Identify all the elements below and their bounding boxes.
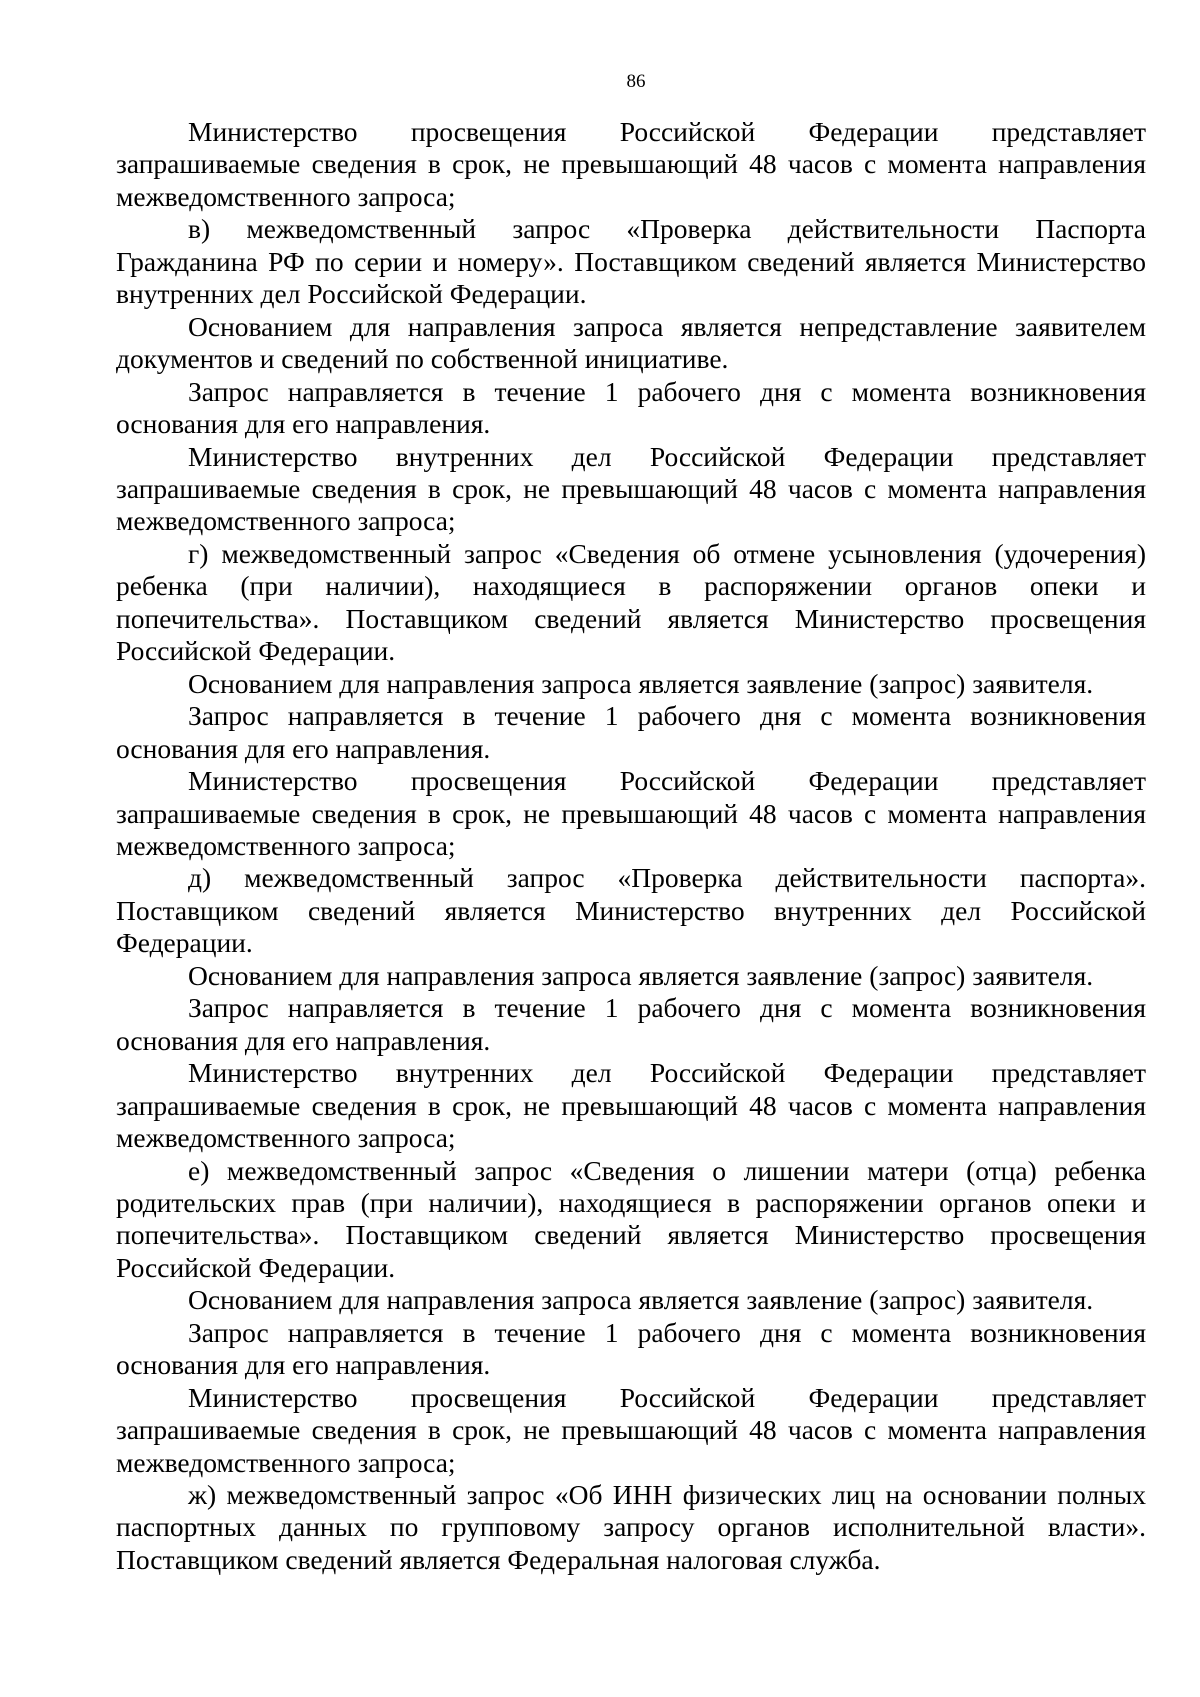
- paragraph-request-timing-4: Запрос направляется в течение 1 рабочего дня с момента возникновения основания для его направления.: [116, 1316, 1146, 1381]
- document-body: [116, 116, 1146, 1576]
- paragraph-item-d-passport-validity: д) межведомственный запрос «Проверка действительности паспорта». Поставщиком сведений является Министерство внутренних дел Российской Федерации.: [116, 862, 1146, 959]
- paragraph-request-timing-3: Запрос направляется в течение 1 рабочего дня с момента возникновения основания для его направления.: [116, 992, 1146, 1056]
- paragraph-item-zh-inn-request: ж) межведомственный запрос «Об ИНН физических лиц на основании полных паспортных данных по групповому запросу органов исполнительной власти». Поставщиком сведений является Федеральная налоговая служба.: [116, 1479, 1146, 1575]
- paragraph-basis-application-2: Основанием для направления запроса является заявление (запрос) заявителя.: [188, 959, 1094, 991]
- paragraph-ministry-education-response-1: Министерство просвещения Российской Федерации представляет запрашиваемые сведения в срок, не превышающий 48 часов с момента направления межведомственного запроса;: [116, 116, 1146, 212]
- paragraph-ministry-education-response-2: Министерство просвещения Российской Федерации представляет запрашиваемые сведения в срок, не превышающий 48 часов с момента направления межведомственного запроса;: [116, 765, 1146, 861]
- page-number: 86: [626, 71, 646, 92]
- paragraph-request-timing-1: Запрос направляется в течение 1 рабочего дня с момента возникновения основания для его направления.: [116, 375, 1146, 440]
- paragraph-request-timing-2: Запрос направляется в течение 1 рабочего дня с момента возникновения основания для его направления.: [116, 700, 1146, 764]
- paragraph-basis-non-submission: Основанием для направления запроса является непредставление заявителем документов и сведений по собственной инициативе.: [116, 310, 1146, 375]
- paragraph-ministry-education-response-3: Министерство просвещения Российской Федерации представляет запрашиваемые сведения в срок, не превышающий 48 часов с момента направления межведомственного запроса;: [116, 1381, 1146, 1478]
- paragraph-basis-application-3: Основанием для направления запроса является заявление (запрос) заявителя.: [188, 1284, 1094, 1316]
- paragraph-item-g-adoption-cancel: г) межведомственный запрос «Сведения об отмене усыновления (удочерения) ребенка (при наличии), находящиеся в распоряжении органов опеки и попечительства». Поставщиком сведений является Министерство просвещения Российской Федерации.: [116, 537, 1146, 667]
- paragraph-item-v-passport-check: в) межведомственный запрос «Проверка действительности Паспорта Гражданина РФ по серии и номеру». Поставщиком сведений является Министерство внутренних дел Российской Федерации.: [116, 213, 1146, 310]
- paragraph-item-e-parental-rights: е) межведомственный запрос «Сведения о лишении матери (отца) ребенка родительских прав (при наличии), находящиеся в распоряжении органов опеки и попечительства». Поставщиком сведений является Министерство просвещения Российской Федерации.: [116, 1154, 1146, 1283]
- paragraph-basis-application-1: Основанием для направления запроса является заявление (запрос) заявителя.: [188, 667, 1094, 699]
- paragraph-ministry-internal-response-1: Министерство внутренних дел Российской Федерации представляет запрашиваемые сведения в срок, не превышающий 48 часов с момента направления межведомственного запроса;: [116, 440, 1146, 537]
- paragraph-ministry-internal-response-2: Министерство внутренних дел Российской Федерации представляет запрашиваемые сведения в срок, не превышающий 48 часов с момента направления межведомственного запроса;: [116, 1057, 1146, 1154]
